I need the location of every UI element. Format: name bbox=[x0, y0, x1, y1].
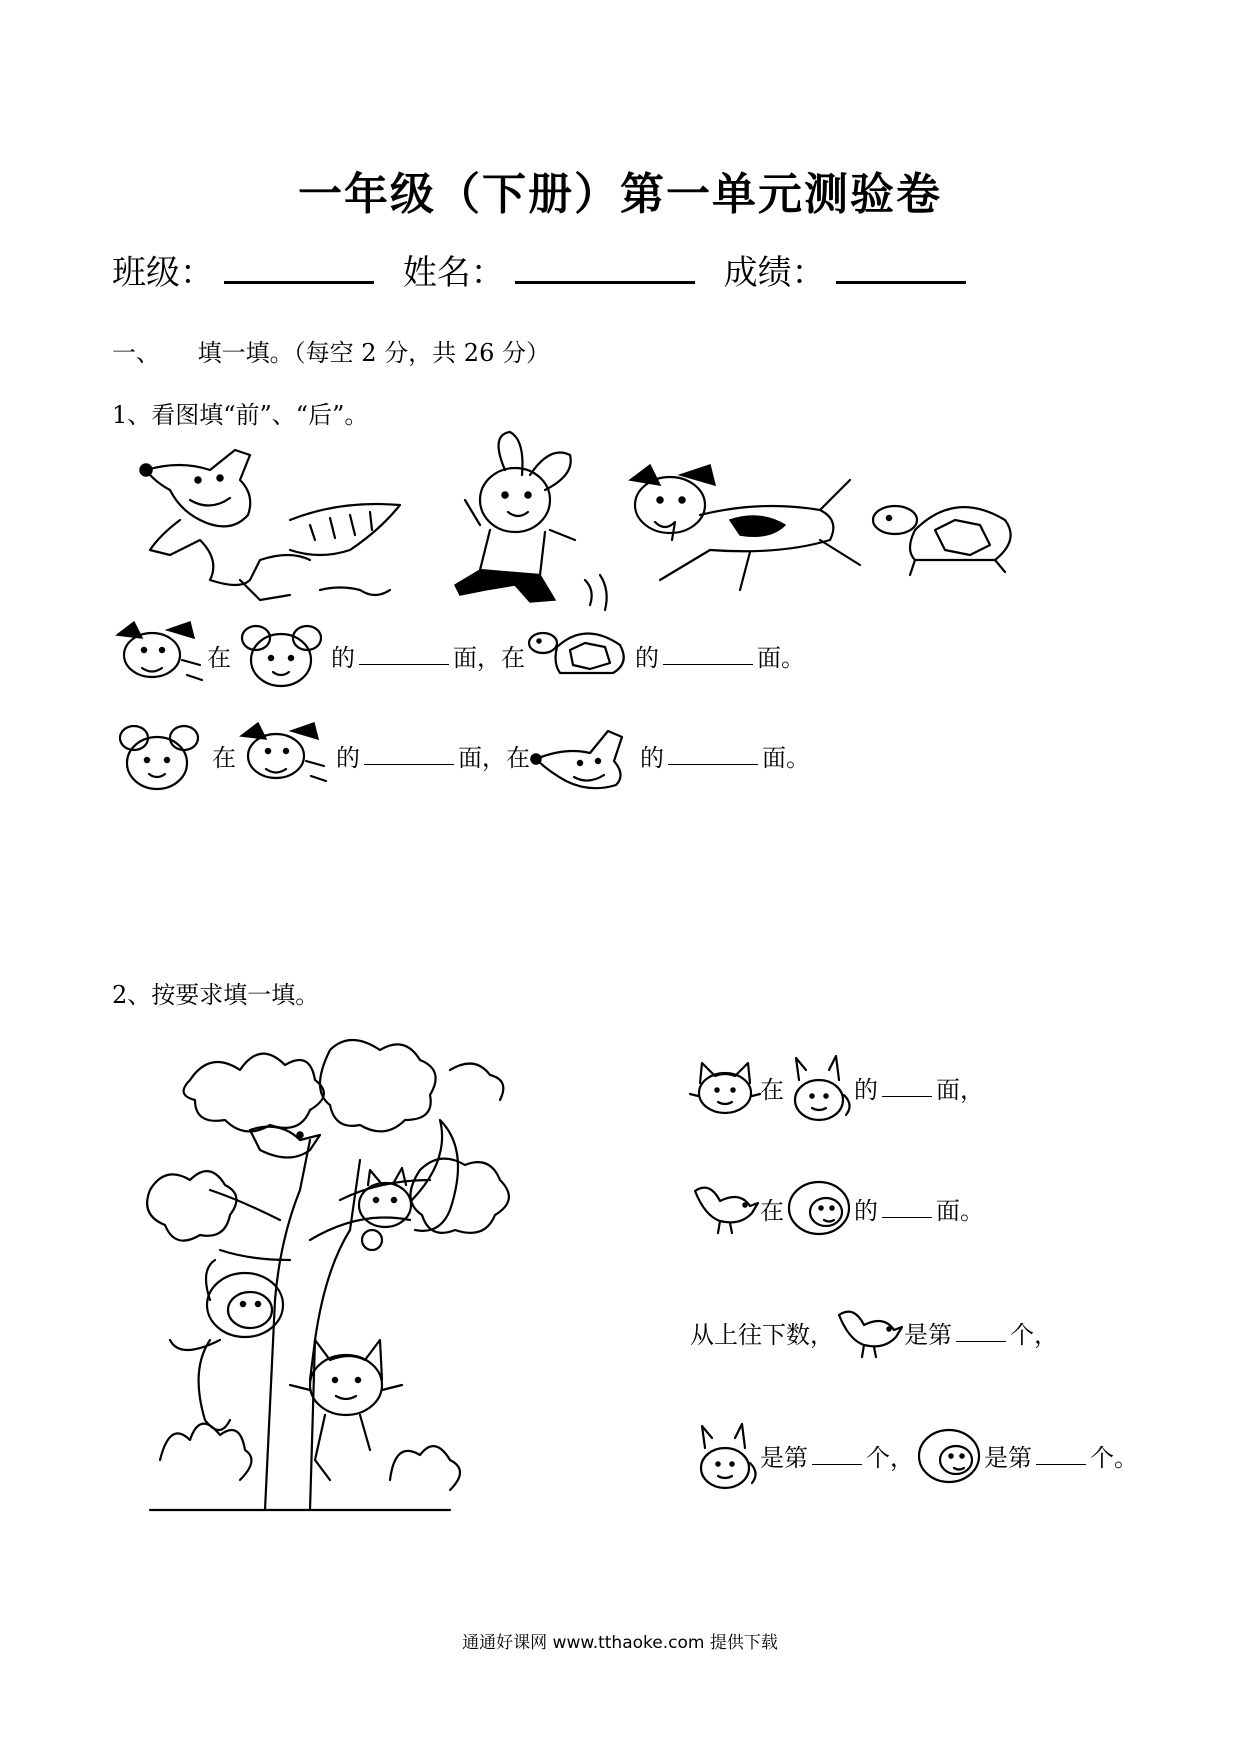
turtle-icon bbox=[873, 506, 1011, 575]
answer-blank[interactable] bbox=[956, 1323, 1006, 1342]
mian-zai-text: 面，在 bbox=[453, 643, 525, 672]
cat-icon bbox=[290, 1340, 402, 1480]
class-label: 班级： bbox=[112, 253, 214, 293]
mian-end-text: 面。 bbox=[936, 1196, 984, 1225]
answer-blank[interactable] bbox=[359, 646, 449, 665]
score-blank[interactable] bbox=[836, 271, 966, 284]
page-title: 一年级（下册）第一单元测验卷 bbox=[298, 169, 942, 220]
rabbit-icon bbox=[455, 432, 607, 610]
squirrel-icon bbox=[784, 1050, 854, 1125]
monkey-icon bbox=[914, 1426, 984, 1486]
rabbit-icon bbox=[112, 718, 212, 793]
question-1-label: 1、看图填“前”、“后”。 bbox=[112, 401, 369, 429]
section-number: 一、 bbox=[112, 339, 160, 367]
answer-blank[interactable] bbox=[882, 1078, 932, 1097]
cat-icon bbox=[690, 1058, 760, 1118]
tree-animals-illustration bbox=[150, 1040, 590, 1510]
zai-text: 在 bbox=[760, 1196, 784, 1225]
question-2-row-2 bbox=[690, 1178, 984, 1238]
answer-blank[interactable] bbox=[663, 646, 753, 665]
dog-icon bbox=[236, 721, 336, 791]
section-title: 填一填。（每空 2 分，共 26 分） bbox=[197, 339, 550, 367]
question-2-label: 2、按要求填一填。 bbox=[112, 981, 320, 1009]
answer-blank[interactable] bbox=[364, 746, 454, 765]
squirrel-icon bbox=[690, 1418, 760, 1493]
de-text: 的 bbox=[854, 1196, 878, 1225]
bird-icon bbox=[834, 1305, 904, 1360]
de-text: 的 bbox=[336, 744, 360, 772]
name-label: 姓名： bbox=[402, 253, 505, 293]
tree-icon bbox=[147, 1040, 509, 1510]
question-2-row-1 bbox=[690, 1050, 984, 1125]
running-animals-illustration bbox=[140, 440, 1140, 630]
monkey-icon bbox=[784, 1178, 854, 1238]
ge-mid-text: 个， bbox=[866, 1444, 914, 1472]
score-label: 成绩： bbox=[723, 253, 826, 293]
ge-end-text: 个， bbox=[1010, 1321, 1058, 1349]
footer-credit: 通通好课网 www.tthaoke.com 提供下载 bbox=[462, 1633, 778, 1653]
mian-end-text: 面。 bbox=[757, 643, 805, 672]
de-text-2: 的 bbox=[640, 744, 664, 772]
ge-end-text: 个。 bbox=[1090, 1444, 1138, 1472]
name-blank[interactable] bbox=[515, 271, 695, 284]
answer-blank[interactable] bbox=[812, 1446, 862, 1465]
rabbit-icon bbox=[231, 620, 331, 690]
answer-blank[interactable] bbox=[1036, 1446, 1086, 1465]
dog-icon bbox=[112, 620, 207, 690]
question-1-line-2 bbox=[112, 718, 810, 793]
mian-end-text: 面。 bbox=[762, 744, 810, 772]
shi-text-2: 是第 bbox=[984, 1444, 1032, 1472]
question-2-row-4 bbox=[690, 1418, 1138, 1493]
question-2-row-3 bbox=[690, 1305, 1058, 1360]
bird-icon bbox=[690, 1181, 760, 1236]
answer-blank[interactable] bbox=[668, 746, 758, 765]
class-blank[interactable] bbox=[224, 271, 374, 284]
squirrel-icon bbox=[359, 1120, 458, 1250]
de-text: 的 bbox=[854, 1076, 878, 1104]
mian-zai-text: 面，在 bbox=[458, 744, 530, 772]
mian-end-text: 面， bbox=[936, 1076, 984, 1104]
zai-text: 在 bbox=[212, 744, 236, 772]
zai-text: 在 bbox=[760, 1076, 784, 1104]
fox-icon bbox=[140, 450, 400, 600]
fox-icon bbox=[530, 721, 640, 791]
student-info-row bbox=[112, 245, 976, 294]
section-heading bbox=[112, 333, 550, 368]
answer-blank[interactable] bbox=[882, 1199, 932, 1218]
dog-icon bbox=[630, 465, 860, 590]
shi-text-1: 是第 bbox=[760, 1444, 808, 1472]
zai-text: 在 bbox=[207, 643, 231, 672]
shi-text: 是第 bbox=[904, 1321, 952, 1349]
prefix-text: 从上往下数， bbox=[690, 1321, 834, 1349]
de-text-2: 的 bbox=[635, 643, 659, 672]
de-text: 的 bbox=[331, 643, 355, 672]
question-1-line-1 bbox=[112, 620, 805, 690]
monkey-icon bbox=[170, 1273, 283, 1430]
turtle-icon bbox=[525, 625, 635, 685]
